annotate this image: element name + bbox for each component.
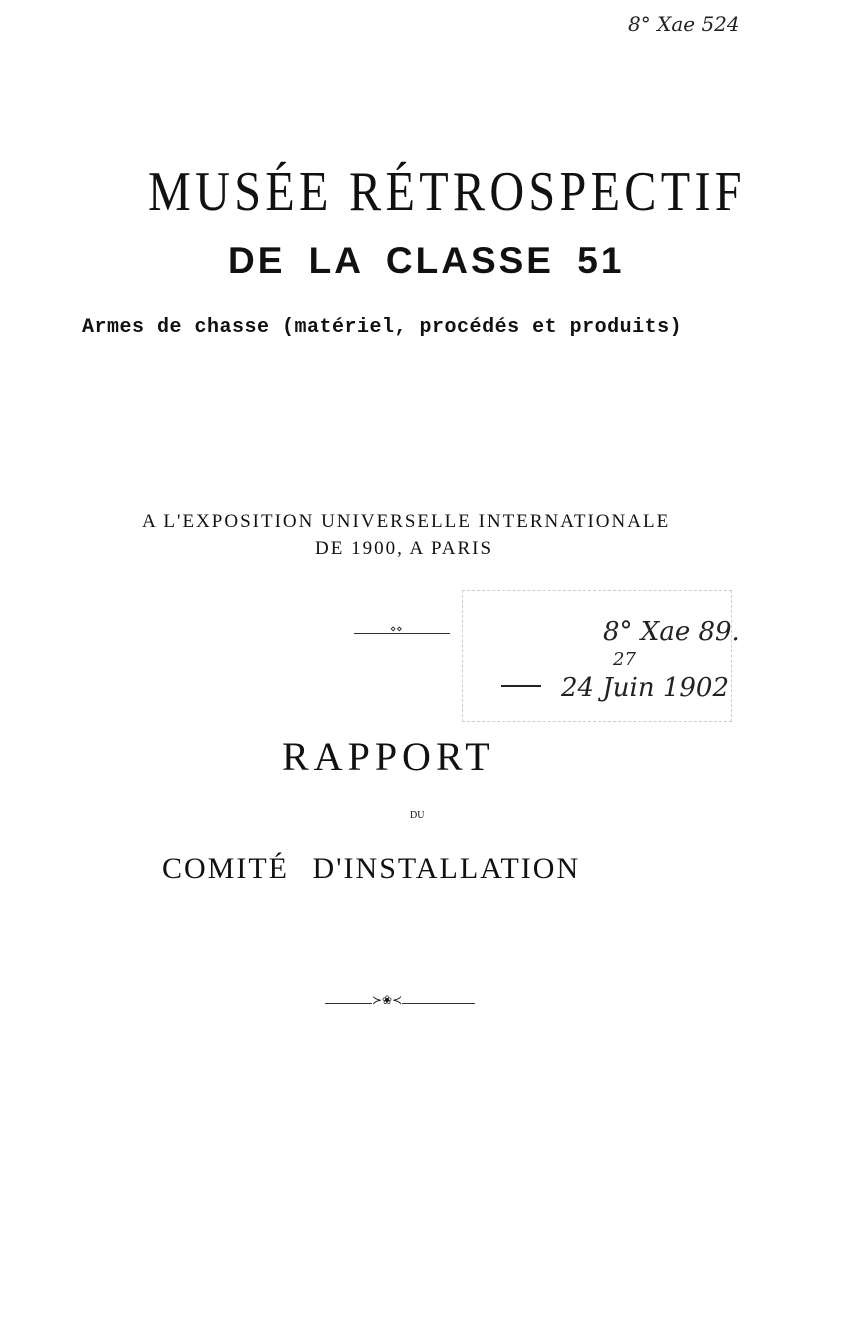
exposition-line-1: A L'EXPOSITION UNIVERSELLE INTERNATIONALE xyxy=(142,511,671,532)
handwritten-shelfmark: 8° Xae 524 xyxy=(628,12,740,36)
library-stamp xyxy=(462,590,740,722)
stamp-number: 27 xyxy=(613,649,636,670)
description: Armes de chasse (matériel, procédés et produits) xyxy=(82,316,683,339)
report-committee: COMITÉ D'INSTALLATION xyxy=(162,852,581,885)
page-title: MUSÉE RÉTROSPECTIF xyxy=(148,161,746,223)
stamp-shelfmark: 8° Xae 89. xyxy=(603,617,740,647)
stamp-date: 24 Juin 1902 xyxy=(561,673,730,703)
stamp-dash xyxy=(501,685,541,687)
report-du: DU xyxy=(410,810,425,821)
exposition-line-2: DE 1900, A PARIS xyxy=(315,538,494,559)
subtitle: DE LA CLASSE 51 xyxy=(228,240,625,281)
report-title: RAPPORT xyxy=(282,734,495,779)
